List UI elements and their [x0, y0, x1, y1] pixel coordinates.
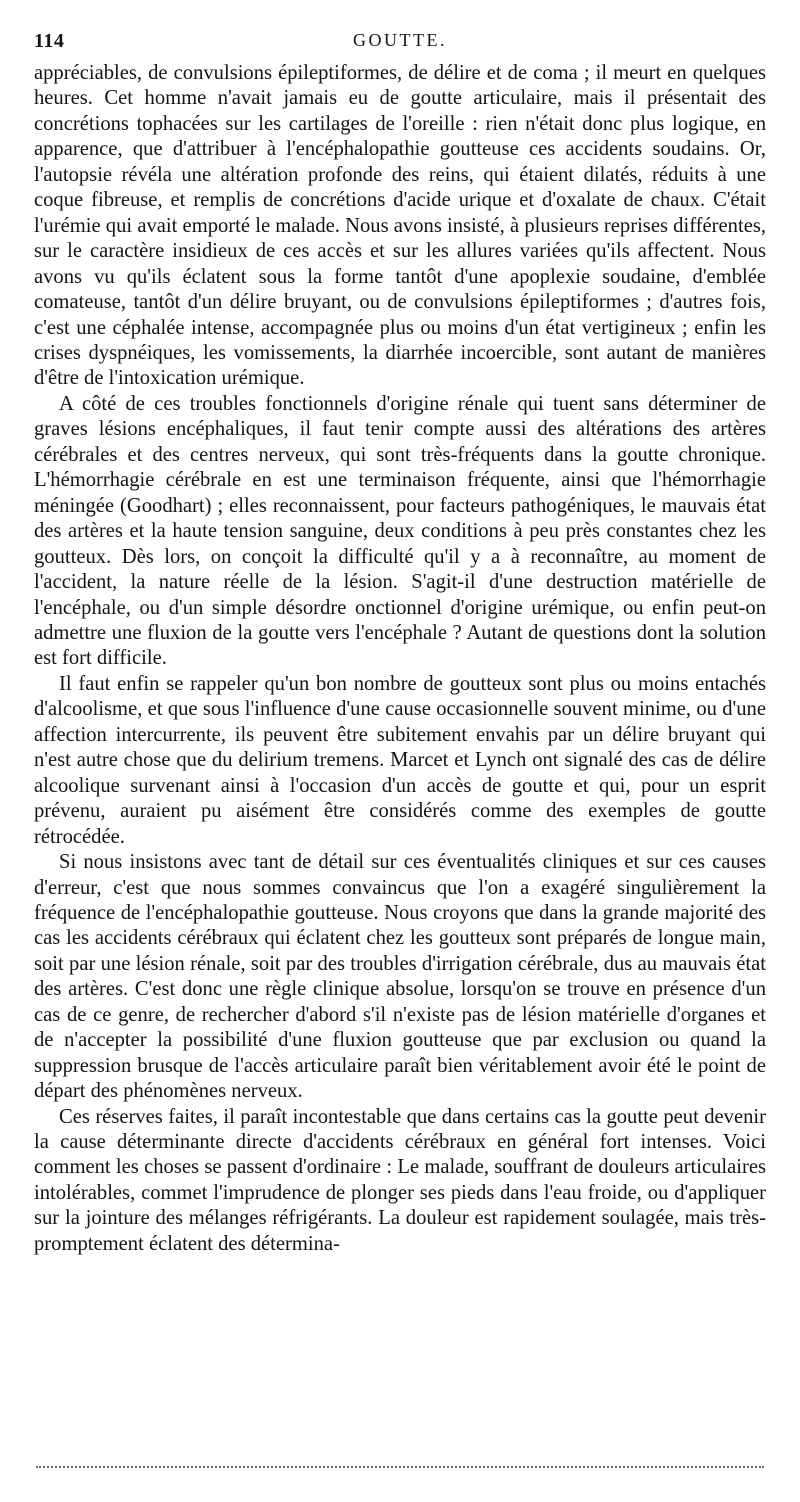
paragraph-urémie-case: appréciables, de convulsions épileptiformes, de délire et de coma ; il meurt en quelques heures. Cet homme n'avait jamais eu de goutte articulaire, mais il présentait des concrétions tophacées sur les cartilages de l'oreille : rien n'était donc plus logique, en apparence, que d'attribuer à l'encéphalopathie goutteuse ces accidents soudains. Or, l'autopsie révéla une altération profonde des reins, qui étaient dilatés, réduits à une coque fibreuse, et remplis de concrétions d'acide urique et d'oxalate de chaux. C'était l'urémie qui avait emporté le malade. Nous avons insisté, à plusieurs reprises différentes, sur le caractère insidieux de ces accès et sur les allures variées qu'ils affectent. Nous avons vu qu'ils éclatent sous la forme tantôt d'une apoplexie soudaine, d'emblée comateuse, tantôt d'un délire bruyant, ou de convulsions épileptiformes ; d'autres fois, c'est une céphalée intense, accompagnée plus ou moins d'un état vertigineux ; enfin les crises dyspnéiques, les vomissements, la diarrhée incoercible, sont autant de manières d'être de l'intoxication urémique.	[34, 62, 766, 390]
page-number: 114	[34, 30, 65, 52]
body-text	[34, 61, 766, 1257]
running-head: GOUTTE.	[353, 30, 447, 50]
paragraph-determining-cause: Ces réserves faites, il paraît incontestable que dans certains cas la goutte peut devenir la cause déterminante directe d'accidents cérébraux en général fort intenses. Voici comment les choses se passent d'ordinaire : Le malade, souffrant de douleurs articulaires intolérables, commet l'imprudence de plonger ses pieds dans l'eau froide, ou d'appliquer sur la jointure des mélanges réfrigérants. La douleur est rapidement soulagée, mais très-promptement éclatent des détermina-	[34, 1105, 766, 1255]
paragraph-clinical-rule: Si nous insistons avec tant de détail sur ces éventualités cliniques et sur ces causes d'erreur, c'est que nous sommes convaincus que l'on a exagéré singulièrement la fréquence de l'encéphalopathie goutteuse. Nous croyons que dans la grande majorité des cas les accidents cérébraux qui éclatent chez les goutteux sont préparés de longue main, soit par une lésion rénale, soit par des troubles d'irrigation cérébrale, dus au mauvais état des artères. C'est donc une règle clinique absolue, lorsqu'on se trouve en présence d'un cas de ce genre, de rechercher d'abord s'il n'existe pas de lésion matérielle d'organes et de n'accepter la possibilité d'une fluxion goutteuse que par exclusion ou quand la suppression brusque de l'accès articulaire paraît bien véritablement avoir été le point de départ des phénomènes nerveux.	[34, 851, 766, 1103]
paragraph-cerebral-lesions: A côté de ces troubles fonctionnels d'origine rénale qui tuent sans déterminer de graves lésions encéphaliques, il faut tenir compte aussi des altérations des artères cérébrales et des centres nerveux, qui sont très-fréquents dans la goutte chronique. L'hémorrhagie cérébrale en est une terminaison fréquente, ainsi que l'hémorrhagie méningée (Goodhart) ; elles reconnaissent, pour facteurs pathogéniques, le mauvais état des artères et la haute tension sanguine, deux conditions à peu près constantes chez les goutteux. Dès lors, on conçoit la difficulté qu'il y a à reconnaître, au moment de l'accident, la nature réelle de la lésion. S'agit-il d'une destruction matérielle de l'encéphale, ou d'un simple désordre onctionnel d'origine urémique, ou enfin peut-on admettre une fluxion de la goutte vers l'encéphale ? Autant de questions dont la solution est fort difficile.	[34, 392, 766, 670]
page-header	[34, 30, 766, 58]
paragraph-alcoholism: Il faut enfin se rappeler qu'un bon nombre de goutteux sont plus ou moins entachés d'alcoolisme, et que sous l'influence d'une cause occasionnelle souvent minime, ou d'une affection intercurrente, ils peuvent être subitement envahis par un délire bruyant qui n'est autre chose que du delirium tremens. Marcet et Lynch ont signalé des cas de délire alcoolique survenant ainsi à l'occasion d'un accès de goutte et qui, pour un esprit prévenu, auraient pu aisément être considérés comme des exemples de goutte rétrocédée.	[34, 672, 766, 848]
footer-dotted-rule	[36, 1466, 764, 1468]
